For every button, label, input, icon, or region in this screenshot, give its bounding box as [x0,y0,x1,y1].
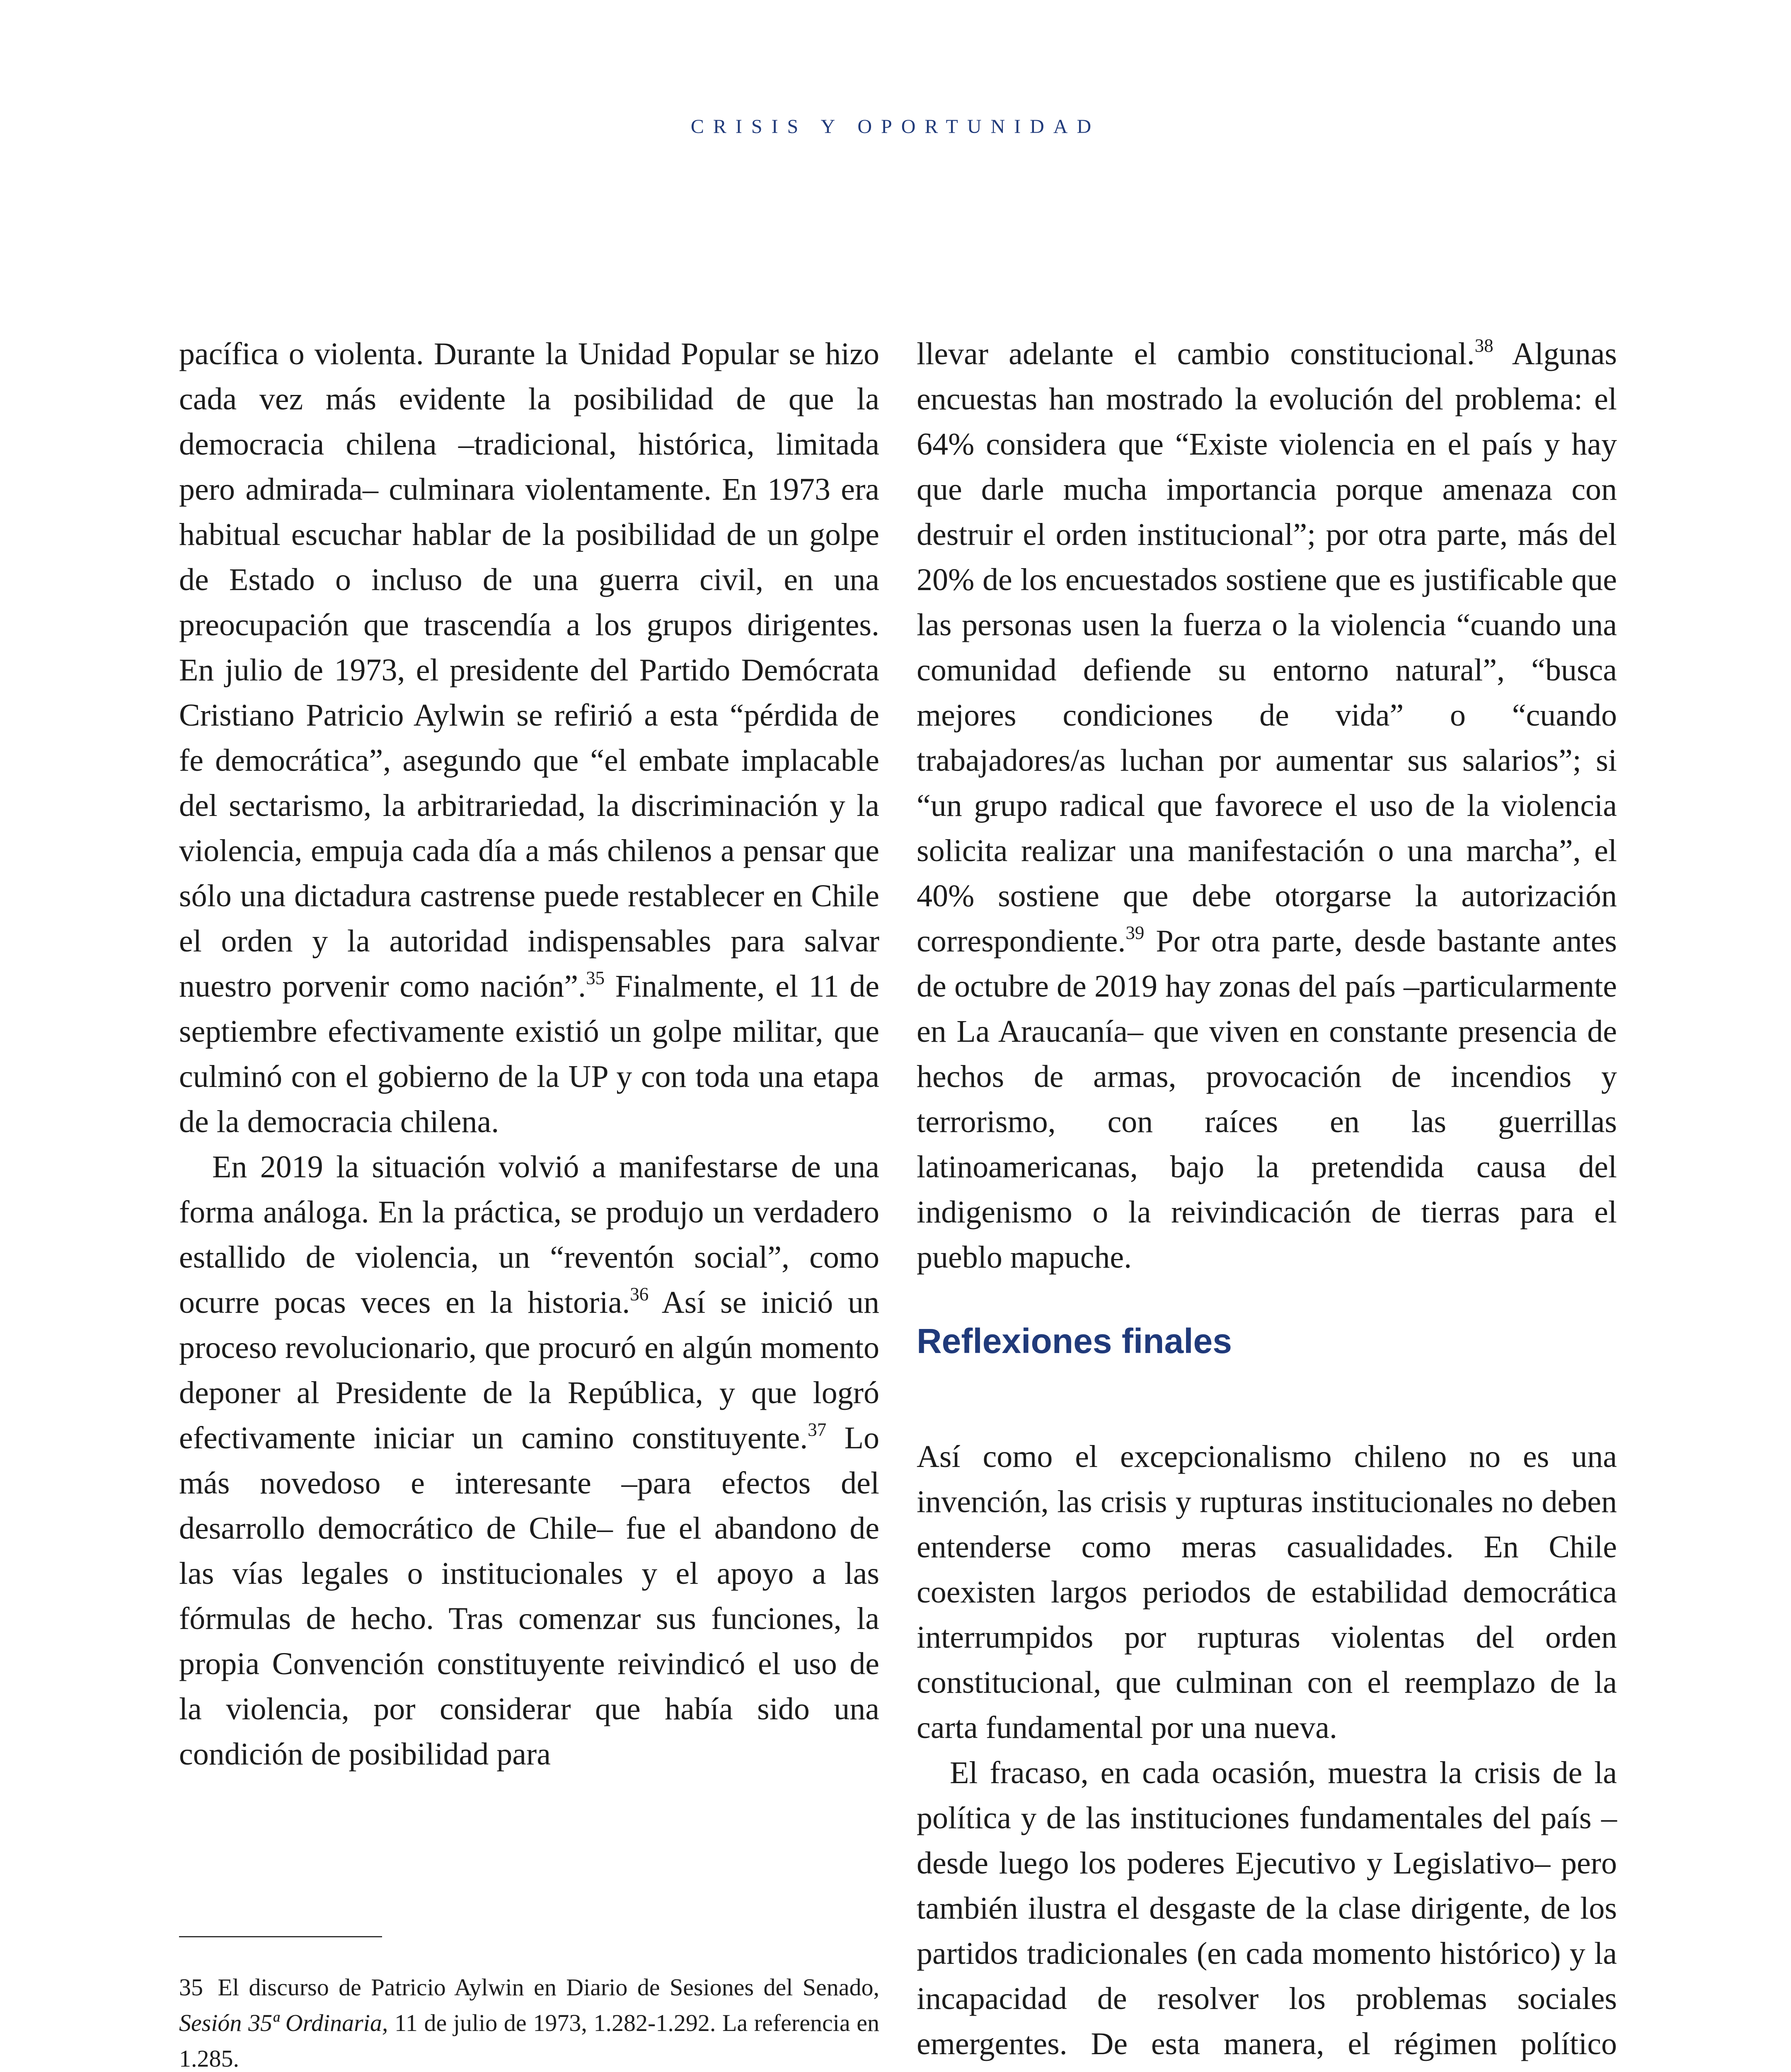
right-column-text [917,332,1617,1280]
footnotes-left [179,1936,879,2072]
left-column [179,332,879,1777]
right-column-text-2 [917,1434,1617,2072]
footnote-number: 35 [179,1974,203,2001]
text-run: Lo más novedoso e interesante –para efectos del desarrollo democrático de Chile– fue el abandono de las vías legales o institucionales y el apoyo a las fórmulas de hecho. Tras comenzar sus funciones, la propia Convención constituyente reivindicó el uso de la violencia, por considerar que había sido una condición de posibilidad para [179,1421,879,1772]
text-run: Así se inició un proceso revolucionario, que procuró en algún momento deponer al Presidente de la República, y que logró efectivamente iniciar un camino constituyente. [179,1285,879,1455]
left-column-text [179,332,879,1777]
paragraph: El fracaso, en cada ocasión, muestra la crisis de la política y de las instituciones fundamentales del país –desde luego los poderes Ejecutivo y Legislativo– pero también ilustra el desgaste de la clase dirigente, de los partidos tradicionales (en cada momento histórico) y la incapacidad de resolver los problemas sociales emergentes. De esta manera, el régimen político [917,1755,1617,2061]
running-header: CRISIS Y OPORTUNIDAD [690,116,1101,138]
paragraph [917,332,1617,1280]
text-run: pacífica o violenta. Durante la Unidad Popular se hizo cada vez más evidente la posibilidad de que la democracia chilena –tradicional, histórica, limitada pero admirada– culminara violentamente. En 1973 era habitual escuchar hablar de la posibilidad de un golpe de Estado o incluso de una guerra civil, en una preocupación que trascendía a los grupos dirigentes. En julio de 1973, el presidente del Partido Demócrata Cristiano Patricio Aylwin se refirió a esta “pérdida de fe democrática”, asegundo que “el embate implacable del sectarismo, la arbitrariedad, la discriminación y la violencia, empuja cada día a más chilenos a pensar que sólo una dictadura castrense puede restablecer en Chile el orden y la autoridad indispensables para salvar nuestro porvenir como nación”. [179,336,879,1004]
paragraph [179,1145,879,1777]
text-run: Por otra parte, desde bastante antes de octubre de 2019 hay zonas del país –particularmente en La Araucanía– que viven en constante presencia de hechos de armas, provocación de incendios y terrorismo, con raíces en las guerrillas latinoamericanas, bajo la pretendida causa del indigenismo o la reivindicación de tierras para el pueblo mapuche. [917,924,1617,1275]
footnote-ref[interactable]: 37 [808,1419,827,1440]
footnote-divider [179,1936,382,1937]
text-run: Finalmente, el 11 de septiembre efectivamente existió un golpe militar, que culminó con el gobierno de la UP y con toda una etapa de la democracia chilena. [179,969,880,1139]
text-run: El discurso de Patricio Aylwin en Diario de Sesiones del Senado, [218,1974,879,2001]
text-run: llevar adelante el cambio constitucional. [917,336,1475,371]
paragraph [179,332,879,1145]
italic-title: Sesión 35ª Ordinaria, [179,2009,388,2036]
footnote-ref[interactable]: 38 [1474,335,1493,356]
text-run: En 2019 la situación volvió a manifestarse de una forma análoga. En la práctica, se produjo un verdadero estallido de violencia, un “reventón social”, como ocurre pocas veces en la historia. [179,1150,879,1320]
text-run: 11 de julio de 1973, 1.282-1.292. La referencia en 1.285. [179,2009,879,2072]
footnote-ref[interactable]: 39 [1125,922,1145,943]
paragraph: Así como el excepcionalismo chileno no es una invención, las crisis y rupturas institucionales no deben entenderse como meras casualidades. En Chile coexisten largos periodos de estabilidad democrática interrumpidos por rupturas violentas del orden constitucional, que culminan con el reemplazo de la carta fundamental por una nueva. [917,1439,1617,1745]
right-column [917,332,1617,2072]
footnote-ref[interactable]: 36 [630,1284,649,1305]
footnote-ref[interactable]: 35 [586,968,605,988]
text-run: Algunas encuestas han mostrado la evolución del problema: el 64% considera que “Existe violencia en el país y hay que darle mucha importancia porque amenaza con destruir el orden institucional”; por otra parte, más del 20% de los encuestados sostiene que es justificable que las personas usen la fuerza o la violencia “cuando una comunidad defiende su entorno natural”, “busca mejores condiciones de vida” o “cuando trabajadores/as luchan por aumentar sus salarios”; si “un grupo radical que favorece el uso de la violencia solicita realizar una manifestación o una marcha”, el 40% sostiene que debe otorgarse la autorización correspondiente. [917,336,1617,959]
footnote-35 [179,1970,879,2072]
section-heading: Reflexiones finales [917,1322,1232,1360]
